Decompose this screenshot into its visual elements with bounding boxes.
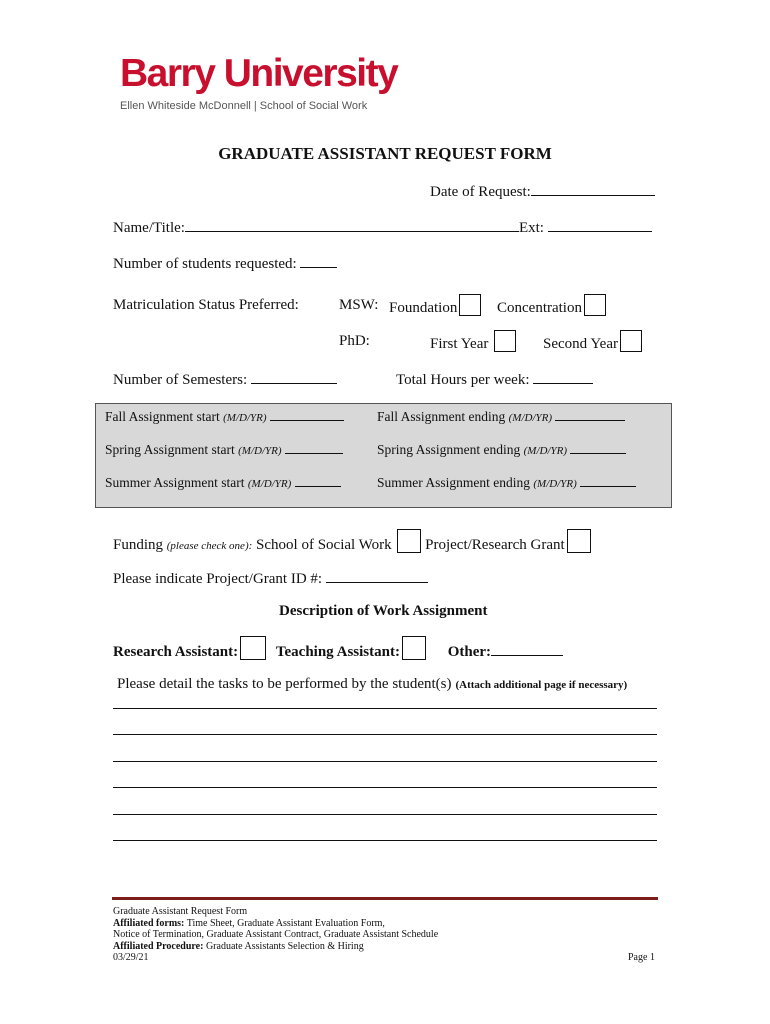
- total-hours-row: [396, 369, 593, 389]
- fall-end-label: Fall Assignment ending: [377, 409, 506, 424]
- footer-block: [113, 906, 438, 964]
- ext-field[interactable]: [548, 217, 652, 232]
- date-of-request-label: Date of Request:: [430, 184, 531, 200]
- detail-tasks-label: Please detail the tasks to be performed by the student(s): [117, 676, 452, 692]
- task-line[interactable]: [113, 708, 657, 709]
- fall-end-row: [377, 409, 625, 425]
- other-field[interactable]: [491, 641, 563, 656]
- second-year-option: [543, 330, 642, 353]
- footer-form-name: Graduate Assistant Request Form: [113, 906, 248, 917]
- teaching-assistant-label: Teaching Assistant:: [275, 644, 400, 660]
- teaching-assistant-checkbox[interactable]: [402, 636, 426, 660]
- task-line[interactable]: [113, 814, 657, 815]
- funding-row: [113, 529, 591, 554]
- summer-start-field[interactable]: [295, 475, 341, 487]
- project-grant-label: Project/Research Grant: [425, 537, 565, 553]
- first-year-option: [430, 330, 516, 353]
- date-format-hint: (M/D/YR): [533, 478, 577, 490]
- footer-date: 03/29/21: [113, 952, 149, 963]
- affiliated-forms-label: Affiliated forms:: [113, 917, 185, 929]
- grant-id-field[interactable]: [326, 568, 428, 583]
- date-format-hint: (M/D/YR): [223, 412, 267, 424]
- students-requested-label: Number of students requested:: [113, 256, 297, 272]
- footer-affiliated-procedure: [113, 941, 438, 953]
- foundation-option: [389, 294, 481, 317]
- second-year-checkbox[interactable]: [620, 330, 642, 352]
- summer-start-row: [105, 475, 341, 491]
- fall-start-label: Fall Assignment start: [105, 409, 220, 424]
- research-assistant-label: Research Assistant:: [113, 644, 239, 660]
- funding-label: Funding: [113, 537, 164, 553]
- name-title-row: [113, 217, 652, 237]
- phd-label: PhD:: [339, 333, 370, 349]
- concentration-option: [497, 294, 606, 317]
- name-title-field[interactable]: [185, 217, 519, 232]
- total-hours-field[interactable]: [533, 369, 593, 384]
- task-line[interactable]: [113, 840, 657, 841]
- footer-rule: [112, 897, 658, 900]
- form-title: GRADUATE ASSISTANT REQUEST FORM: [218, 144, 552, 163]
- assistant-type-row: [113, 636, 563, 661]
- total-hours-label: Total Hours per week:: [396, 372, 530, 388]
- school-sw-checkbox[interactable]: [397, 529, 421, 553]
- spring-start-label: Spring Assignment start: [105, 442, 235, 457]
- second-year-label: Second Year: [543, 336, 618, 352]
- first-year-label: First Year: [430, 336, 489, 352]
- foundation-label: Foundation: [389, 300, 458, 316]
- fall-start-row: [105, 409, 344, 425]
- date-format-hint: (M/D/YR): [523, 445, 568, 457]
- grant-id-label: Please indicate Project/Grant ID #:: [113, 571, 323, 587]
- description-heading: Description of Work Assignment: [279, 603, 488, 619]
- affiliated-procedure-text: Graduate Assistants Selection & Hiring: [205, 940, 364, 952]
- spring-start-field[interactable]: [285, 442, 343, 454]
- msw-label: MSW:: [339, 297, 379, 313]
- affiliated-forms-text: Time Sheet, Graduate Assistant Evaluation Form,: [186, 917, 385, 929]
- concentration-checkbox[interactable]: [584, 294, 606, 316]
- date-of-request-row: [430, 181, 655, 201]
- foundation-checkbox[interactable]: [459, 294, 481, 316]
- footer-affiliated-forms: [113, 918, 438, 930]
- university-logo: Barry University: [120, 52, 398, 95]
- semesters-label: Number of Semesters:: [113, 372, 248, 388]
- students-requested-row: [113, 253, 337, 273]
- spring-end-field[interactable]: [570, 442, 626, 454]
- school-subtitle: Ellen Whiteside McDonnell | School of Social Work: [120, 100, 368, 112]
- task-line[interactable]: [113, 734, 657, 735]
- page-number: Page 1: [628, 952, 655, 963]
- summer-end-row: [377, 475, 636, 491]
- semesters-row: [113, 369, 337, 389]
- matriculation-label: Matriculation Status Preferred:: [113, 297, 299, 313]
- summer-start-label: Summer Assignment start: [105, 475, 245, 490]
- affiliated-procedure-label: Affiliated Procedure:: [113, 940, 204, 952]
- date-format-hint: (M/D/YR): [238, 445, 282, 457]
- concentration-label: Concentration: [497, 300, 582, 316]
- summer-end-field[interactable]: [580, 475, 636, 487]
- first-year-checkbox[interactable]: [494, 330, 516, 352]
- research-assistant-checkbox[interactable]: [240, 636, 266, 660]
- students-requested-field[interactable]: [300, 253, 337, 268]
- fall-end-field[interactable]: [555, 409, 625, 421]
- grant-id-row: [113, 568, 428, 588]
- summer-end-label: Summer Assignment ending: [377, 475, 530, 490]
- footer-affiliated-forms-2: Notice of Termination, Graduate Assistant Contract, Graduate Assistant Schedule: [113, 929, 439, 940]
- other-label: Other:: [447, 644, 492, 660]
- name-title-label: Name/Title:: [113, 220, 185, 236]
- spring-start-row: [105, 442, 343, 458]
- semesters-field[interactable]: [251, 369, 337, 384]
- attach-note: (Attach additional page if necessary): [455, 679, 628, 691]
- date-format-hint: (M/D/YR): [247, 478, 292, 490]
- spring-end-label: Spring Assignment ending: [377, 442, 521, 457]
- school-sw-label: School of Social Work: [256, 537, 392, 553]
- task-line[interactable]: [113, 761, 657, 762]
- project-grant-checkbox[interactable]: [567, 529, 591, 553]
- ext-label: Ext:: [518, 220, 544, 236]
- funding-note: (please check one):: [166, 540, 253, 552]
- fall-start-field[interactable]: [270, 409, 344, 421]
- date-of-request-field[interactable]: [531, 181, 655, 196]
- date-format-hint: (M/D/YR): [508, 412, 553, 424]
- task-line[interactable]: [113, 787, 657, 788]
- spring-end-row: [377, 442, 626, 458]
- detail-tasks-row: [117, 675, 627, 693]
